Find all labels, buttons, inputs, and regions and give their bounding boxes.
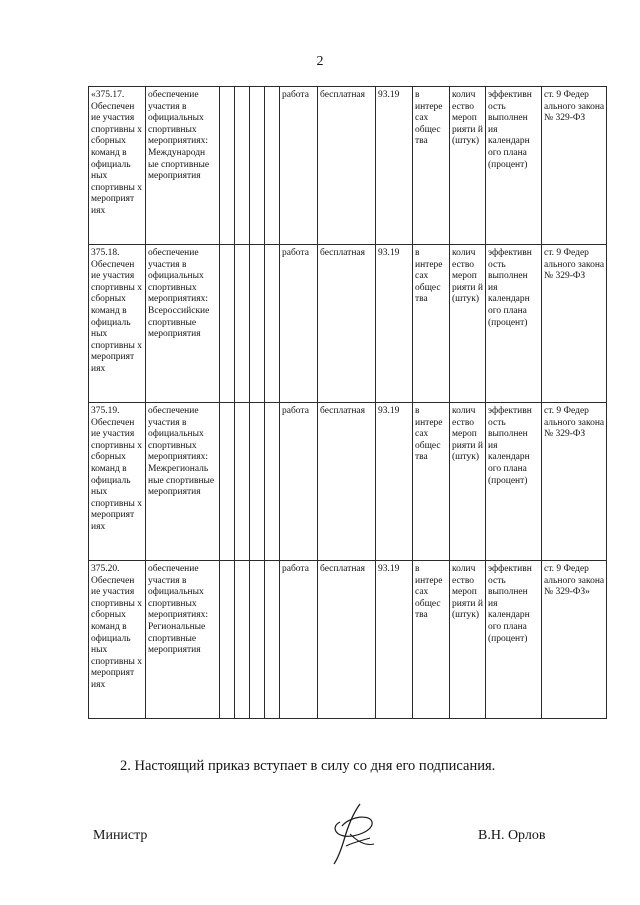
cell-interests: в интере сах общес тва xyxy=(413,245,450,403)
table-row xyxy=(89,561,607,719)
cell-content: обеспечение участия в официальных спортивных мероприятиях: Региональные спортивные мероприятия xyxy=(146,561,220,719)
cell-okved: 93.19 xyxy=(376,403,413,561)
signatory-title: Министр xyxy=(93,828,148,843)
cell-empty-1 xyxy=(220,245,235,403)
cell-empty-1 xyxy=(220,87,235,245)
signatory-name: В.Н. Орлов xyxy=(478,828,546,843)
cell-law xyxy=(542,245,607,403)
cell-empty-2 xyxy=(235,561,250,719)
cell-empty-3 xyxy=(250,561,265,719)
handwritten-signature xyxy=(320,798,390,866)
cell-empty-4 xyxy=(265,561,280,719)
cell-code: 375.19. Обеспечен ие участия спортивны х сборных команд в официаль ных спортивны х мероприят иях xyxy=(89,403,146,561)
cell-indicator: колич ество мероп рияти й (штук) xyxy=(450,245,486,403)
cell-empty-1 xyxy=(220,561,235,719)
cell-code: 375.18. Обеспечен ие участия спортивны х сборных команд в официаль ных спортивны х мероприят иях xyxy=(89,245,146,403)
cell-quality: эффективн ость выполнен ия календарн ого плана (процент) xyxy=(486,561,542,719)
cell-code: 375.20. Обеспечен ие участия спортивны х сборных команд в официаль ных спортивны х мероприят иях xyxy=(89,561,146,719)
cell-empty-3 xyxy=(250,245,265,403)
cell-indicator: колич ество мероп рияти й (штук) xyxy=(450,403,486,561)
cell-okved: 93.19 xyxy=(376,87,413,245)
cell-law xyxy=(542,87,607,245)
cell-empty-1 xyxy=(220,403,235,561)
law-line: ального закона xyxy=(544,417,605,428)
cell-kind: работа xyxy=(280,87,318,245)
cell-empty-4 xyxy=(265,245,280,403)
cell-empty-2 xyxy=(235,403,250,561)
effective-date-clause: 2. Настоящий приказ вступает в силу со дня его подписания. xyxy=(120,758,496,774)
table-row xyxy=(89,245,607,403)
law-line: ального закона xyxy=(544,575,605,586)
cell-indicator: колич ество мероп рияти й (штук) xyxy=(450,561,486,719)
cell-content: обеспечение участия в официальных спортивных мероприятиях: Международн ые спортивные мероприятия xyxy=(146,87,220,245)
cell-empty-2 xyxy=(235,87,250,245)
law-line: ст. 9 Федер xyxy=(544,90,589,100)
cell-indicator: колич ество мероп рияти й (штук) xyxy=(450,87,486,245)
law-line: ст. 9 Федер xyxy=(544,564,589,574)
cell-okved: 93.19 xyxy=(376,245,413,403)
cell-okved: 93.19 xyxy=(376,561,413,719)
cell-content: обеспечение участия в официальных спортивных мероприятиях: Межрегиональ ные спортивные мероприятия xyxy=(146,403,220,561)
cell-payment: бесплатная xyxy=(318,87,376,245)
law-line: № 329-ФЗ xyxy=(544,113,586,124)
cell-interests: в интере сах общес тва xyxy=(413,561,450,719)
law-line: № 329-ФЗ xyxy=(544,271,586,282)
cell-quality: эффективн ость выполнен ия календарн ого плана (процент) xyxy=(486,403,542,561)
cell-empty-3 xyxy=(250,403,265,561)
law-line: ст. 9 Федер xyxy=(544,248,589,258)
cell-kind: работа xyxy=(280,561,318,719)
table-row xyxy=(89,87,607,245)
table-row xyxy=(89,403,607,561)
page-number: 2 xyxy=(316,54,324,69)
cell-law xyxy=(542,561,607,719)
law-line: № 329-ФЗ xyxy=(544,429,586,440)
cell-quality: эффективн ость выполнен ия календарн ого плана (процент) xyxy=(486,87,542,245)
cell-empty-4 xyxy=(265,403,280,561)
law-line: ального закона xyxy=(544,259,605,270)
services-table xyxy=(88,86,607,719)
cell-payment: бесплатная xyxy=(318,245,376,403)
cell-law xyxy=(542,403,607,561)
cell-payment: бесплатная xyxy=(318,403,376,561)
cell-content: обеспечение участия в официальных спортивных мероприятиях: Всероссийские спортивные мероприятия xyxy=(146,245,220,403)
cell-payment: бесплатная xyxy=(318,561,376,719)
cell-code: «375.17. Обеспечен ие участия спортивны х сборных команд в официаль ных спортивны х мероприят иях xyxy=(89,87,146,245)
cell-empty-2 xyxy=(235,245,250,403)
law-line: ального закона xyxy=(544,101,605,112)
cell-interests: в интере сах общес тва xyxy=(413,87,450,245)
cell-kind: работа xyxy=(280,245,318,403)
law-line: № 329-ФЗ» xyxy=(544,587,590,598)
law-line: ст. 9 Федер xyxy=(544,406,589,416)
cell-interests: в интере сах общес тва xyxy=(413,403,450,561)
cell-empty-3 xyxy=(250,87,265,245)
cell-kind: работа xyxy=(280,403,318,561)
cell-quality: эффективн ость выполнен ия календарн ого плана (процент) xyxy=(486,245,542,403)
cell-empty-4 xyxy=(265,87,280,245)
